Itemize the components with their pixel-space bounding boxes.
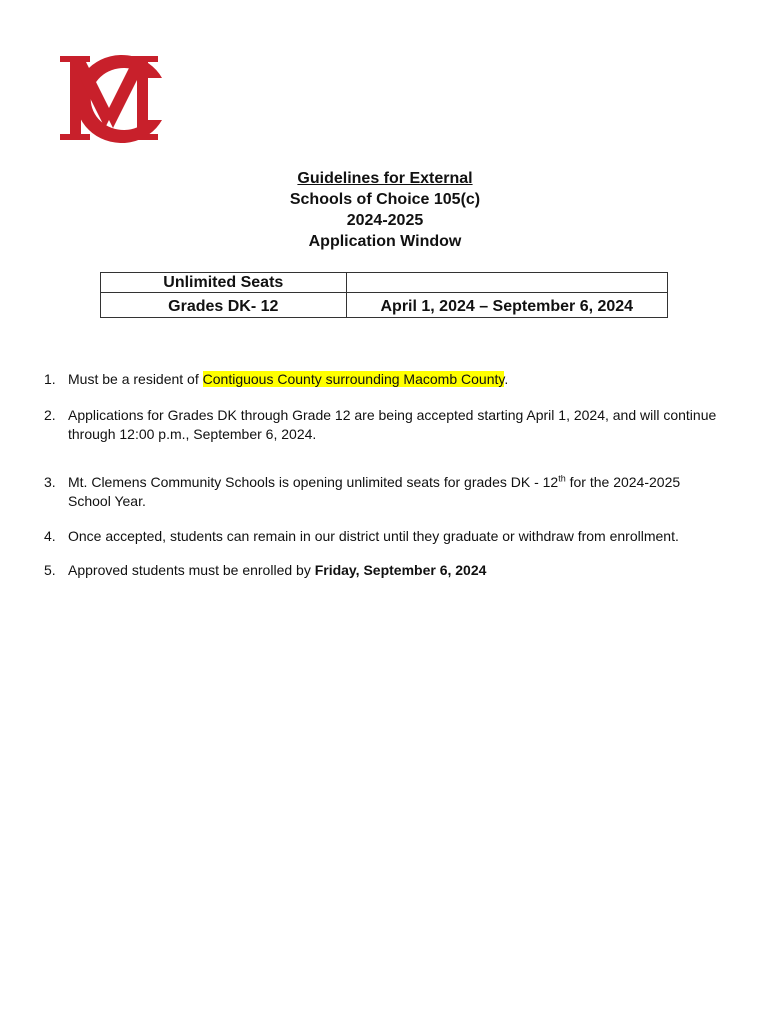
list-item	[44, 406, 724, 444]
title-line-1: Guidelines for External	[297, 170, 473, 187]
item-number: 4.	[44, 528, 56, 544]
empty-cell	[346, 273, 667, 293]
list-item	[44, 370, 724, 389]
seats-cell: Unlimited Seats	[101, 273, 347, 293]
application-window-table	[100, 272, 668, 318]
table-row	[101, 273, 668, 293]
superscript: th	[558, 473, 566, 484]
item-number: 2.	[44, 407, 56, 423]
item-text: Approved students must be enrolled by	[68, 562, 315, 578]
title-line-2: Schools of Choice 105(c)	[289, 191, 481, 208]
item-number: 3.	[44, 474, 56, 490]
item-text: Mt. Clemens Community Schools is opening unlimited seats for grades DK - 12	[68, 474, 559, 490]
date-range-cell: April 1, 2024 – September 6, 2024	[346, 293, 667, 318]
item-number: 5.	[44, 562, 56, 578]
highlighted-text: Contiguous County surrounding Macomb County	[202, 371, 505, 387]
title-line-3: 2024-2025	[346, 212, 424, 229]
item-number: 1.	[44, 371, 56, 387]
document-title	[200, 168, 570, 252]
item-text-end: .	[504, 371, 509, 387]
item-text: Must be a resident of	[68, 371, 203, 387]
guidelines-list	[44, 370, 724, 580]
item-text: Once accepted, students can remain in our district until they graduate or withdraw from enrollment.	[68, 528, 679, 544]
list-item	[44, 473, 724, 511]
list-item	[44, 527, 724, 546]
item-text-end: for the 2024-2025 School Year.	[68, 474, 681, 509]
table-row	[101, 293, 668, 318]
item-text: Applications for Grades DK through Grade 12 are being accepted starting April 1, 2024, and will continue through 12:00 p.m., September 6, 2024.	[68, 407, 717, 442]
list-item	[44, 561, 724, 580]
title-line-4: Application Window	[308, 233, 462, 250]
mc-monogram-logo	[50, 50, 168, 146]
grades-cell: Grades DK- 12	[101, 293, 347, 318]
deadline-date: Friday, September 6, 2024	[314, 562, 487, 578]
